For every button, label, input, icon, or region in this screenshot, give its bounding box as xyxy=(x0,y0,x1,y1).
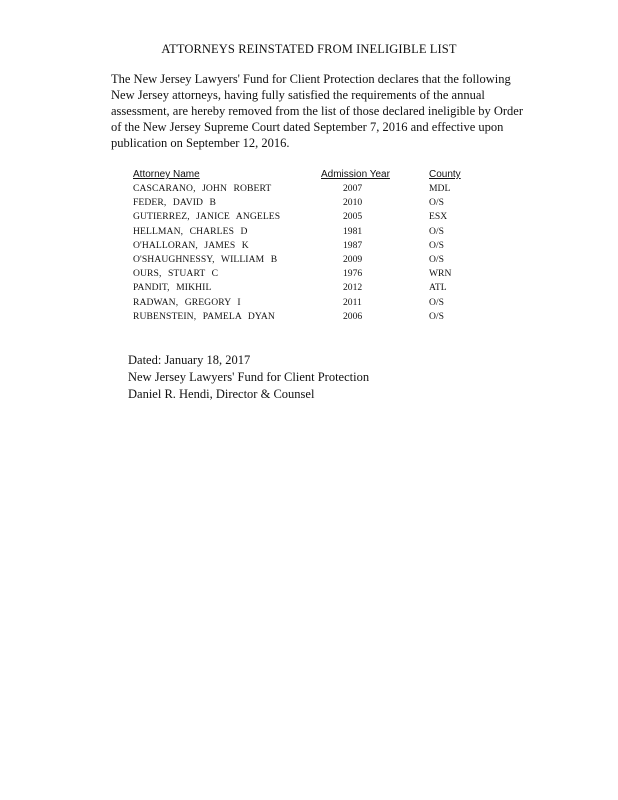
dated-line: Dated: January 18, 2017 xyxy=(128,353,251,367)
county-cell: O/S xyxy=(429,310,444,322)
county-cell: O/S xyxy=(429,197,444,209)
admission-year-cell: 2006 xyxy=(343,310,363,322)
admission-year-cell: 1976 xyxy=(343,268,363,280)
header-admission-year: Admission Year xyxy=(321,169,390,180)
county-cell: ATL xyxy=(429,282,447,294)
attorney-name-cell: O'SHAUGHNESSY, WILLIAM B xyxy=(133,253,278,265)
county-cell: O/S xyxy=(429,253,444,265)
county-cell: O/S xyxy=(429,296,444,308)
intro-line: The New Jersey Lawyers' Fund for Client Protection declares that the following xyxy=(111,72,511,86)
intro-line: publication on September 12, 2016. xyxy=(111,136,290,150)
attorney-name-cell: CASCARANO, JOHN ROBERT xyxy=(133,183,272,194)
admission-year-cell: 2007 xyxy=(343,183,363,194)
attorney-name-cell: PANDIT, MIKHIL xyxy=(133,282,212,294)
admission-year-cell: 1987 xyxy=(343,239,363,251)
attorney-name-cell: RADWAN, GREGORY I xyxy=(133,296,241,308)
intro-line: New Jersey attorneys, having fully satisfied the requirements of the annual xyxy=(111,88,485,102)
admission-year-cell: 2011 xyxy=(343,296,362,308)
county-cell: O/S xyxy=(429,239,444,251)
header-attorney-name: Attorney Name xyxy=(133,169,200,180)
county-cell: MDL xyxy=(429,183,451,194)
attorney-name-cell: O'HALLORAN, JAMES K xyxy=(133,239,249,251)
attorney-name-cell: RUBENSTEIN, PAMELA DYAN xyxy=(133,310,275,322)
header-county: County xyxy=(429,169,461,180)
intro-line: assessment, are hereby removed from the list of those declared ineligible by Order xyxy=(111,104,524,118)
intro-paragraph xyxy=(111,71,524,151)
attorney-name-cell: OURS, STUART C xyxy=(133,268,219,280)
admission-year-cell: 2005 xyxy=(343,211,363,223)
admission-year-cell: 2012 xyxy=(343,282,363,294)
attorney-name-cell: HELLMAN, CHARLES D xyxy=(133,225,248,237)
signer-line: Daniel R. Hendi, Director & Counsel xyxy=(128,387,315,401)
county-cell: WRN xyxy=(429,268,452,280)
signature-block xyxy=(128,352,369,403)
admission-year-cell: 1981 xyxy=(343,225,363,237)
admission-year-cell: 2009 xyxy=(343,253,363,265)
county-cell: O/S xyxy=(429,225,444,237)
admission-year-cell: 2010 xyxy=(343,197,363,209)
county-cell: ESX xyxy=(429,211,448,223)
attorney-name-cell: GUTIERREZ, JANICE ANGELES xyxy=(133,211,281,223)
attorney-name-cell: FEDER, DAVID B xyxy=(133,197,217,209)
organization-line: New Jersey Lawyers' Fund for Client Protection xyxy=(128,370,370,384)
intro-line: of the New Jersey Supreme Court dated September 7, 2016 and effective upon xyxy=(111,120,504,134)
page-title: ATTORNEYS REINSTATED FROM INELIGIBLE LIST xyxy=(161,42,457,56)
